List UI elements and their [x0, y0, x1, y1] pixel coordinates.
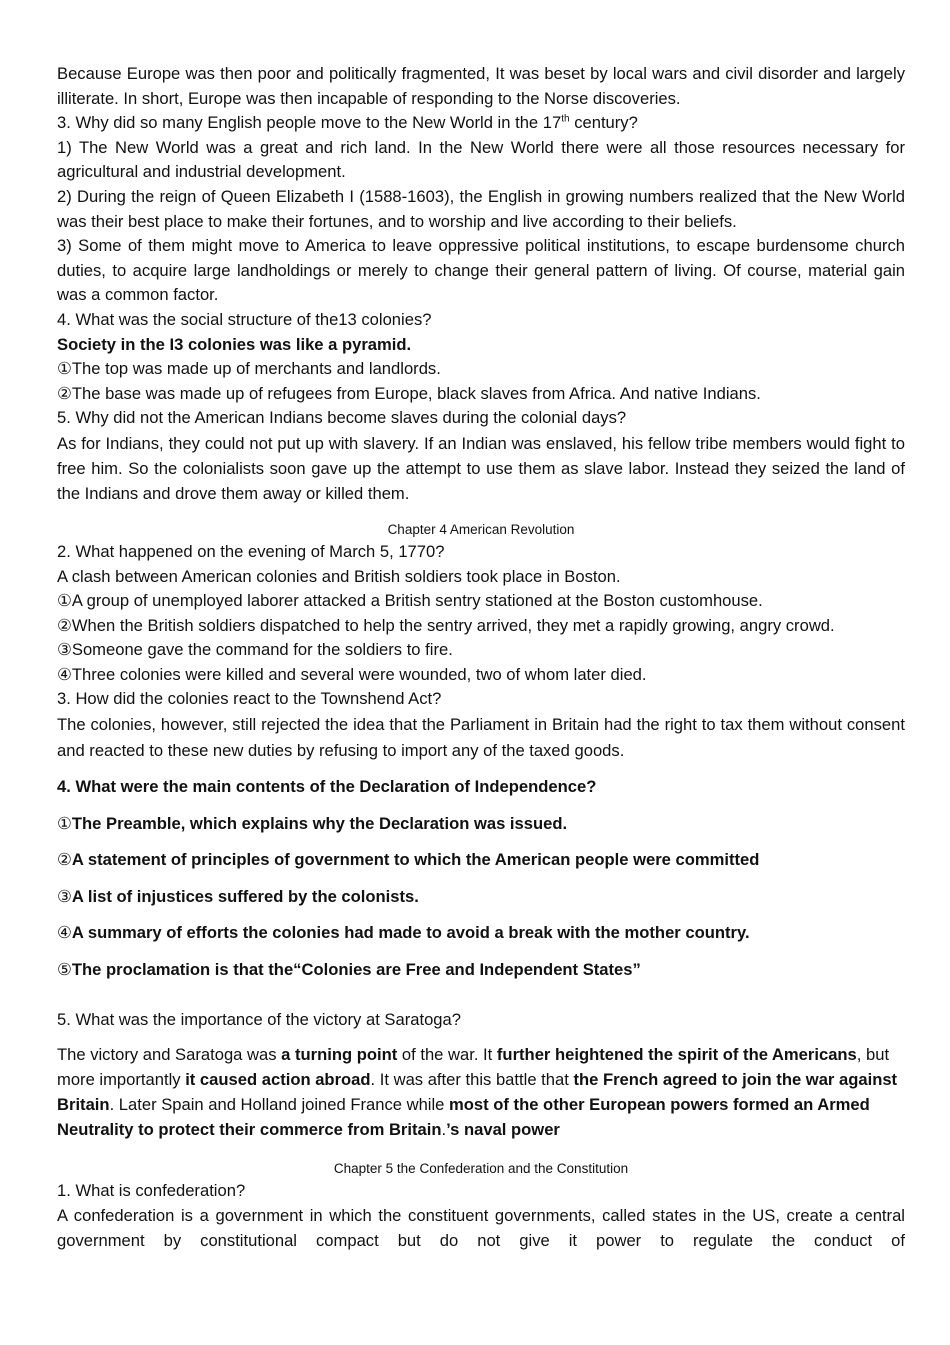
question-5: 5. Why did not the American Indians become slaves during the colonial days?	[57, 408, 627, 428]
answer-4-item-1: ①The top was made up of merchants and landlords.	[57, 359, 441, 379]
saratoga-text-1: The victory and Saratoga was	[57, 1045, 282, 1065]
item-2-marker: ②	[57, 850, 72, 870]
question-3	[57, 111, 905, 136]
ch4-answer-4-item-3	[57, 885, 905, 910]
answer-4-heading: Society in the I3 colonies was like a pyramid.	[57, 334, 412, 354]
saratoga-text-6: ’s naval power	[446, 1119, 560, 1139]
ch4-answer-4-item-1	[57, 812, 905, 837]
saratoga-text-5: . Later Spain and Holland joined France while	[109, 1094, 450, 1114]
chapter-4-title: Chapter 4 American Revolution	[387, 521, 575, 537]
ch5-answer-1: A confederation is a government in which the constituent governments, called states in the US, create a central government by constitutional compact but do not give it power to regulate the conduct of	[57, 1206, 905, 1250]
item-5-marker: ⑤	[57, 960, 72, 980]
item-2-text: A statement of principles of government to which the American people were committed	[71, 850, 760, 870]
ch5-question-1: 1. What is confederation?	[57, 1181, 246, 1201]
ch4-answer-2: A clash between American colonies and British soldiers took place in Boston.	[57, 566, 621, 586]
item-4-marker: ④	[57, 923, 72, 943]
question-3-superscript: th	[561, 113, 570, 125]
ch4-answer-4-item-2	[57, 848, 905, 873]
intro-paragraph: Because Europe was then poor and politically fragmented, It was beset by local wars and civil disorder and largely illiterate. In short, Europe was then incapable of responding to the Norse discoveries.	[57, 64, 905, 108]
ch4-answer-2-item-4: ④Three colonies were killed and several were wounded, two of whom later died.	[57, 664, 647, 684]
ch4-question-3: 3. How did the colonies react to the Townshend Act?	[57, 689, 442, 709]
saratoga-text-3: , but more importantly	[57, 1045, 890, 1090]
saratoga-bold-2: further heightened the spirit of the Americans	[496, 1045, 857, 1065]
ch4-answer-4-item-4	[57, 921, 905, 946]
ch4-answer-2-item-3: ③Someone gave the command for the soldiers to fire.	[57, 640, 453, 660]
item-1-text: The Preamble, which explains why the Declaration was issued.	[71, 813, 568, 833]
chapter-5-title: Chapter 5 the Confederation and the Constitution	[333, 1161, 629, 1177]
ch4-question-2: 2. What happened on the evening of March 5, 1770?	[57, 541, 445, 561]
answer-3-point-2: 2) During the reign of Queen Elizabeth I (1588-1603), the English in growing numbers realized that the New World was their best place to make their fortunes, and to worship and live according to their beliefs.	[57, 186, 905, 231]
ch4-answer-2-item-2: ②When the British soldiers dispatched to help the sentry arrived, they met a rapidly growing, angry crowd.	[57, 615, 835, 635]
saratoga-text-4: . It was after this battle that	[370, 1070, 574, 1090]
answer-4-item-2: ②The base was made up of refugees from Europe, black slaves from Africa. And native Indians.	[57, 383, 761, 403]
ch4-answer-2-item-1: ①A group of unemployed laborer attacked a British sentry stationed at the Boston customhouse.	[57, 591, 763, 611]
item-3-marker: ③	[57, 886, 72, 906]
question-4: 4. What was the social structure of the13 colonies?	[57, 309, 432, 329]
saratoga-bold-3: it caused action abroad	[185, 1070, 371, 1090]
saratoga-period: .	[441, 1119, 447, 1139]
item-3-text: A list of injustices suffered by the colonists.	[71, 886, 419, 906]
item-4-text: A summary of efforts the colonies had made to avoid a break with the mother country.	[71, 923, 750, 943]
question-3-text-end: century?	[569, 113, 638, 133]
answer-3-point-1: 1) The New World was a great and rich land. In the New World there were all those resources necessary for agricultural and industrial development.	[57, 137, 905, 182]
answer-3-point-3: 3) Some of them might move to America to leave oppressive political institutions, to escape burdensome church duties, to acquire large landholdings or merely to change their general pattern of living. Of course, material gain was a common factor.	[57, 236, 905, 305]
answer-5-paragraph: As for Indians, they could not put up with slavery. If an Indian was enslaved, his fellow tribe members would fight to free him. So the colonialists soon gave up the attempt to use them as slave labor. Instead they seized the land of the Indians and drove them away or killed them.	[57, 433, 905, 503]
ch4-question-4: 4. What were the main contents of the Declaration of Independence?	[57, 777, 597, 797]
saratoga-bold-4: the French agreed to join the war against Britain	[57, 1070, 898, 1114]
question-3-text: 3. Why did so many English people move to the New World in the 17	[57, 113, 562, 133]
item-1-marker: ①	[57, 813, 72, 833]
document-page	[57, 62, 905, 1253]
saratoga-text-2: of the war. It	[397, 1045, 497, 1065]
saratoga-bold-1: a turning point	[281, 1045, 398, 1065]
ch4-answer-3: The colonies, however, still rejected the idea that the Parliament in Britain had the right to tax them without consent and reacted to these new duties by refusing to import any of the taxed goods.	[57, 715, 905, 760]
ch4-answer-5-paragraph	[57, 1043, 905, 1142]
ch4-answer-4-item-5	[57, 958, 905, 983]
item-5-text: The proclamation is that the“Colonies are Free and Independent States”	[71, 960, 641, 980]
ch4-question-5: 5. What was the importance of the victory at Saratoga?	[57, 1009, 461, 1029]
saratoga-bold-5: most of the other European powers formed an Armed Neutrality to protect their commerce from Britain	[57, 1094, 870, 1139]
